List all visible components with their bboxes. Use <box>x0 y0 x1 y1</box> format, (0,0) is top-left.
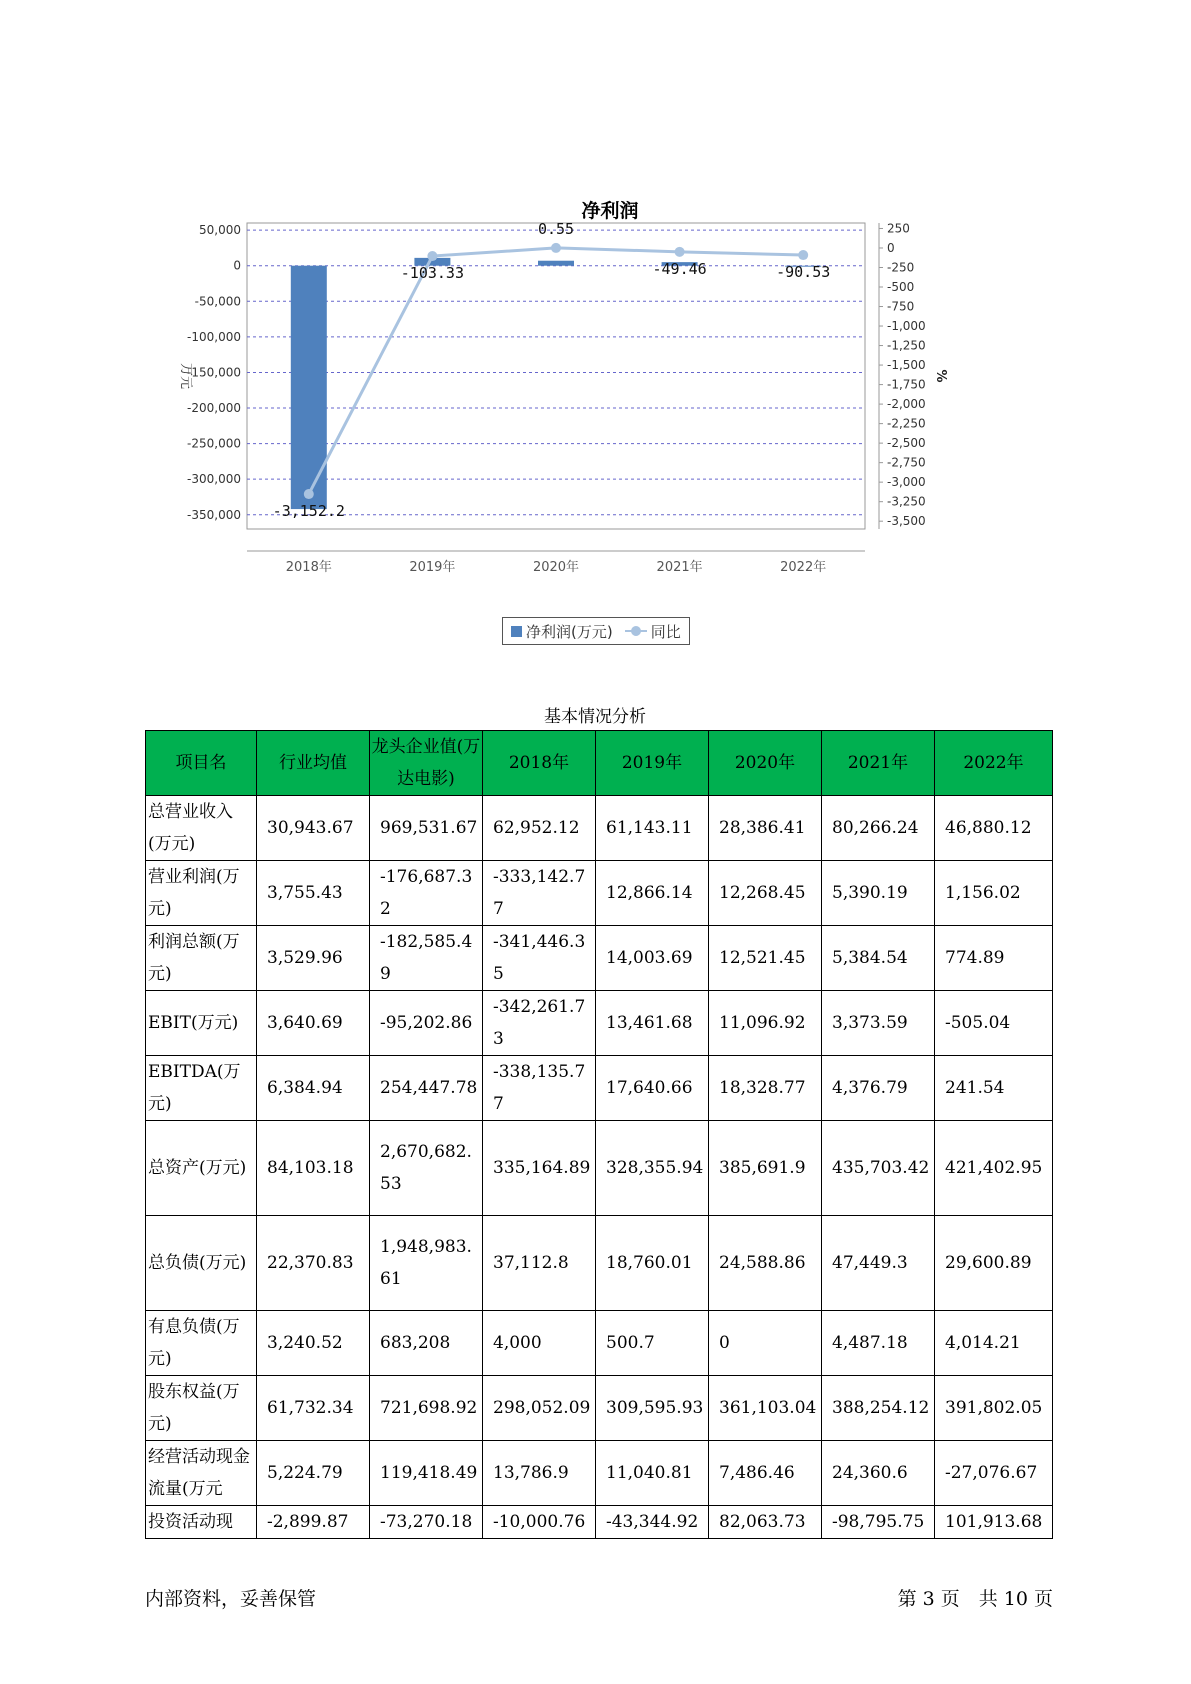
data-label: -103.33 <box>400 264 465 283</box>
table-cell: 4,014.21 <box>935 1311 1053 1376</box>
table-cell: 22,370.83 <box>257 1216 370 1311</box>
yoy-point <box>427 251 437 261</box>
table-cell: -182,585.49 <box>370 926 483 991</box>
x-tick-label: 2021年 <box>656 560 703 575</box>
y-right-tick-label: -2,250 <box>887 416 926 431</box>
table-header-row <box>146 731 1053 796</box>
table-cell: 3,755.43 <box>257 861 370 926</box>
table-row <box>146 861 1053 926</box>
table-cell: 328,355.94 <box>596 1121 709 1216</box>
y-right-tick-label: -1,500 <box>887 358 926 373</box>
y-right-tick-label: -250 <box>887 260 915 275</box>
yoy-point <box>304 489 314 499</box>
analysis-table <box>145 730 1053 1539</box>
table-cell: 14,003.69 <box>596 926 709 991</box>
table-cell: 335,164.89 <box>483 1121 596 1216</box>
table-row <box>146 1121 1053 1216</box>
table-cell: 361,103.04 <box>709 1376 822 1441</box>
table-cell: 37,112.8 <box>483 1216 596 1311</box>
table-cell: -505.04 <box>935 991 1053 1056</box>
yoy-point <box>675 247 685 257</box>
y-right-tick-label: -1,250 <box>887 338 926 353</box>
yoy-point <box>551 243 561 253</box>
table-header-cell: 龙头企业值(万达电影) <box>370 731 483 796</box>
table-cell: 12,521.45 <box>709 926 822 991</box>
y-tick-label: -100,000 <box>187 329 241 344</box>
table-cell: 28,386.41 <box>709 796 822 861</box>
x-tick-label: 2018年 <box>285 560 332 575</box>
y-right-tick-label: -2,000 <box>887 397 926 412</box>
chart-legend <box>502 617 690 645</box>
table-row <box>146 796 1053 861</box>
table-cell: 309,595.93 <box>596 1376 709 1441</box>
table-cell: 500.7 <box>596 1311 709 1376</box>
table-cell: 24,588.86 <box>709 1216 822 1311</box>
table-cell: 254,447.78 <box>370 1056 483 1121</box>
table-cell: 82,063.73 <box>709 1506 822 1539</box>
table-header-cell: 2022年 <box>935 731 1053 796</box>
table-title: 基本情况分析 <box>544 707 646 727</box>
table-cell: 119,418.49 <box>370 1441 483 1506</box>
table-cell: 30,943.67 <box>257 796 370 861</box>
table-cell: -73,270.18 <box>370 1506 483 1539</box>
table-cell: -98,795.75 <box>822 1506 935 1539</box>
table-row <box>146 1056 1053 1121</box>
row-label-cell: 营业利润(万元) <box>146 861 257 926</box>
y-right-tick-label: 0 <box>887 240 895 255</box>
y-right-tick-label: -1,000 <box>887 319 926 334</box>
row-label-cell: EBITDA(万元) <box>146 1056 257 1121</box>
table-cell: 385,691.9 <box>709 1121 822 1216</box>
row-label-cell: 总负债(万元) <box>146 1216 257 1311</box>
table-cell: 1,948,983.61 <box>370 1216 483 1311</box>
table-cell: -2,899.87 <box>257 1506 370 1539</box>
table-cell: 298,052.09 <box>483 1376 596 1441</box>
data-label: -49.46 <box>652 259 707 278</box>
table-cell: 84,103.18 <box>257 1121 370 1216</box>
yoy-point <box>798 250 808 260</box>
table-cell: 46,880.12 <box>935 796 1053 861</box>
table-cell: 11,096.92 <box>709 991 822 1056</box>
row-label-cell: 总营业收入(万元) <box>146 796 257 861</box>
y-right-tick-label: -1,750 <box>887 377 926 392</box>
table-row <box>146 1311 1053 1376</box>
row-label-cell: 股东权益(万元) <box>146 1376 257 1441</box>
y-right-tick-label: -750 <box>887 299 915 314</box>
legend-bar-swatch <box>511 626 522 637</box>
table-cell: 391,802.05 <box>935 1376 1053 1441</box>
y-right-tick-label: -3,500 <box>887 514 926 529</box>
table-cell: 3,640.69 <box>257 991 370 1056</box>
row-label-cell: 利润总额(万元) <box>146 926 257 991</box>
table-cell: 4,000 <box>483 1311 596 1376</box>
table-cell: -176,687.32 <box>370 861 483 926</box>
table-cell: 4,487.18 <box>822 1311 935 1376</box>
table-cell: 12,268.45 <box>709 861 822 926</box>
table-header-cell: 2020年 <box>709 731 822 796</box>
table-cell: 721,698.92 <box>370 1376 483 1441</box>
table-header-cell: 行业均值 <box>257 731 370 796</box>
table-header-cell: 2019年 <box>596 731 709 796</box>
y-right-tick-label: -3,250 <box>887 494 926 509</box>
table-cell: -43,344.92 <box>596 1506 709 1539</box>
row-label-cell: 经营活动现金流量(万元 <box>146 1441 257 1506</box>
footer-confidential: 内部资料，妥善保管 <box>145 1588 317 1610</box>
table-cell: 5,224.79 <box>257 1441 370 1506</box>
table-cell: 17,640.66 <box>596 1056 709 1121</box>
table-cell: 683,208 <box>370 1311 483 1376</box>
table-cell: 101,913.68 <box>935 1506 1053 1539</box>
table-row <box>146 1441 1053 1506</box>
table-cell: -10,000.76 <box>483 1506 596 1539</box>
table-header-cell: 2021年 <box>822 731 935 796</box>
table-cell: 61,143.11 <box>596 796 709 861</box>
y-right-axis-title: % <box>933 369 948 383</box>
row-label-cell: 投资活动现 <box>146 1506 257 1539</box>
y-axis-title: 万元 <box>178 362 193 390</box>
table-row <box>146 1216 1053 1311</box>
plot-area <box>247 223 865 529</box>
table-cell: 4,376.79 <box>822 1056 935 1121</box>
y-tick-label: -250,000 <box>187 436 241 451</box>
net-profit-chart <box>170 190 1050 650</box>
table-cell: 1,156.02 <box>935 861 1053 926</box>
legend-series-2: 同比 <box>650 622 681 641</box>
table-cell: 7,486.46 <box>709 1441 822 1506</box>
data-label: 0.55 <box>537 219 575 238</box>
table-row <box>146 991 1053 1056</box>
y-tick-label: -50,000 <box>194 294 241 309</box>
chart-svg <box>170 190 1050 610</box>
table-cell: 80,266.24 <box>822 796 935 861</box>
row-label-cell: EBIT(万元) <box>146 991 257 1056</box>
table-header-cell: 2018年 <box>483 731 596 796</box>
table-cell: 6,384.94 <box>257 1056 370 1121</box>
table-cell: 0 <box>709 1311 822 1376</box>
table-cell: 11,040.81 <box>596 1441 709 1506</box>
x-tick-label: 2020年 <box>532 560 580 575</box>
table-row <box>146 1506 1053 1539</box>
table-cell: -342,261.73 <box>483 991 596 1056</box>
table-cell: 969,531.67 <box>370 796 483 861</box>
legend-series-1: 净利润(万元) <box>526 622 613 641</box>
table-cell: -341,446.35 <box>483 926 596 991</box>
table-cell: 18,760.01 <box>596 1216 709 1311</box>
y-tick-label: -350,000 <box>187 507 241 522</box>
bar <box>538 261 574 266</box>
table-cell: 5,390.19 <box>822 861 935 926</box>
table-cell: 3,240.52 <box>257 1311 370 1376</box>
legend-line-swatch <box>625 630 647 632</box>
y-right-tick-label: -3,000 <box>887 475 926 490</box>
y-tick-label: -150,000 <box>187 365 241 380</box>
table-row <box>146 1376 1053 1441</box>
y-right-tick-label: 250 <box>887 221 910 236</box>
table-cell: 62,952.12 <box>483 796 596 861</box>
footer-page-number: 第 3 页 共 10 页 <box>897 1588 1053 1610</box>
table-cell: 241.54 <box>935 1056 1053 1121</box>
y-tick-label: 50,000 <box>199 223 241 238</box>
row-label-cell: 总资产(万元) <box>146 1121 257 1216</box>
table-cell: 3,373.59 <box>822 991 935 1056</box>
table-cell: 3,529.96 <box>257 926 370 991</box>
table-cell: 388,254.12 <box>822 1376 935 1441</box>
table-cell: 61,732.34 <box>257 1376 370 1441</box>
table-cell: 774.89 <box>935 926 1053 991</box>
table-header-cell: 项目名 <box>146 731 257 796</box>
table-cell: 2,670,682.53 <box>370 1121 483 1216</box>
chart-title: 净利润 <box>581 200 639 222</box>
table-cell: -27,076.67 <box>935 1441 1053 1506</box>
table-cell: 24,360.6 <box>822 1441 935 1506</box>
row-label-cell: 有息负债(万元) <box>146 1311 257 1376</box>
table-cell: 13,786.9 <box>483 1441 596 1506</box>
table-cell: 13,461.68 <box>596 991 709 1056</box>
table-body <box>146 796 1053 1539</box>
y-right-tick-label: -2,500 <box>887 436 926 451</box>
x-tick-label: 2022年 <box>780 560 827 575</box>
data-label: -3,152.2 <box>272 502 345 521</box>
table-cell: 29,600.89 <box>935 1216 1053 1311</box>
table-cell: 5,384.54 <box>822 926 935 991</box>
table-cell: 47,449.3 <box>822 1216 935 1311</box>
table-cell: -338,135.77 <box>483 1056 596 1121</box>
table-cell: 421,402.95 <box>935 1121 1053 1216</box>
table-row <box>146 926 1053 991</box>
y-right-tick-label: -500 <box>887 280 915 295</box>
data-label: -90.53 <box>776 263 831 282</box>
y-tick-label: -200,000 <box>187 401 241 416</box>
table-cell: 12,866.14 <box>596 861 709 926</box>
y-tick-label: -300,000 <box>187 472 241 487</box>
table-cell: 18,328.77 <box>709 1056 822 1121</box>
y-right-tick-label: -2,750 <box>887 455 926 470</box>
table-cell: 435,703.42 <box>822 1121 935 1216</box>
table-cell: -333,142.77 <box>483 861 596 926</box>
x-tick-label: 2019年 <box>409 560 456 575</box>
y-tick-label: 0 <box>233 258 241 273</box>
table-cell: -95,202.86 <box>370 991 483 1056</box>
